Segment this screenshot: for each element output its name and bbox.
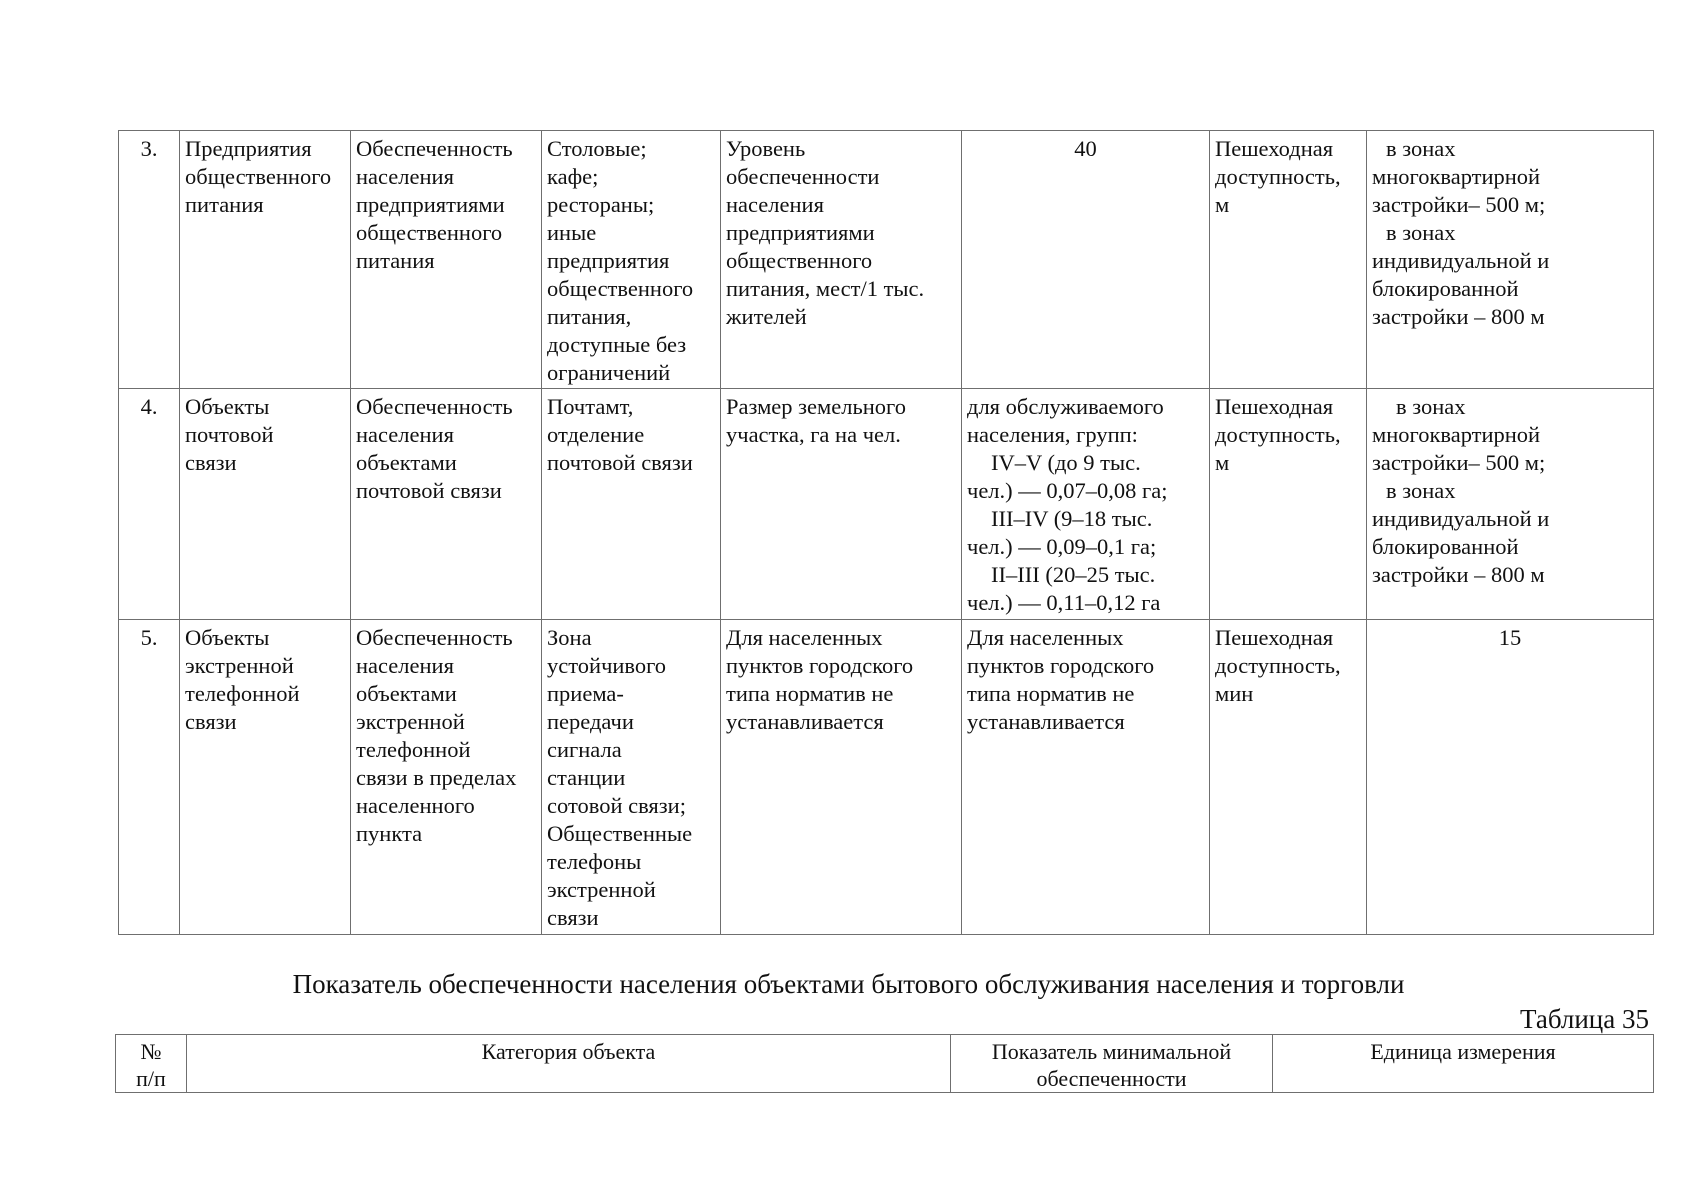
objects-cell: Почтамт, отделение почтовой связи [542, 389, 721, 620]
section-title: Показатель обеспеченности населения объектами бытового обслуживания населения и торговли [292, 969, 1405, 999]
row-number: 4. [119, 389, 180, 620]
table-header-row [116, 1035, 1654, 1093]
norms-table [118, 130, 1654, 935]
table-35 [115, 1034, 1654, 1093]
indicator-cell: Обеспеченность населения объектами почтовой связи [351, 389, 542, 620]
access-cell: Пешеходная доступность, мин [1210, 620, 1367, 935]
indicator-cell: Обеспеченность населения предприятиями общественного питания [351, 131, 542, 389]
object-category-cell: Предприятия общественного питания [180, 131, 351, 389]
header-indicator: Показатель минимальной обеспеченности [951, 1035, 1273, 1093]
value-cell: для обслуживаемого населения, групп: IV–V (до 9 тыс. чел.) — 0,07–0,08 га; III–IV (9–18 тыс. чел.) — 0,09–0,1 га; II–III (20–25 тыс. чел.) — 0,11–0,12 га [962, 389, 1210, 620]
object-category-cell: Объекты почтовой связи [180, 389, 351, 620]
access-value-cell: в зонах многоквартирной застройки– 500 м; в зонах индивидуальной и блокированной застройки – 800 м [1367, 389, 1654, 620]
header-number: № п/п [116, 1035, 187, 1093]
table-label: Таблица 35 [1520, 1004, 1649, 1034]
row-number: 3. [119, 131, 180, 389]
metric-cell: Уровень обеспеченности населения предприятиями общественного питания, мест/1 тыс. жителей [721, 131, 962, 389]
value-cell: 40 [962, 131, 1210, 389]
metric-cell: Размер земельного участка, га на чел. [721, 389, 962, 620]
header-unit: Единица измерения [1273, 1035, 1654, 1093]
row-number: 5. [119, 620, 180, 935]
value-cell: Для населенных пунктов городского типа норматив не устанавливается [962, 620, 1210, 935]
header-category: Категория объекта [187, 1035, 951, 1093]
table-row [119, 620, 1654, 935]
objects-cell: Зона устойчивого приема- передачи сигнала станции сотовой связи; Общественные телефоны экстренной связи [542, 620, 721, 935]
access-cell: Пешеходная доступность, м [1210, 389, 1367, 620]
object-category-cell: Объекты экстренной телефонной связи [180, 620, 351, 935]
table-row [119, 131, 1654, 389]
table-row [119, 389, 1654, 620]
metric-cell: Для населенных пунктов городского типа норматив не устанавливается [721, 620, 962, 935]
access-cell: Пешеходная доступность, м [1210, 131, 1367, 389]
access-value-cell: 15 [1367, 620, 1654, 935]
indicator-cell: Обеспеченность населения объектами экстренной телефонной связи в пределах населенного пункта [351, 620, 542, 935]
access-value-cell: в зонах многоквартирной застройки– 500 м; в зонах индивидуальной и блокированной застройки – 800 м [1367, 131, 1654, 389]
objects-cell: Столовые; кафе; рестораны; иные предприятия общественного питания, доступные без ограничений [542, 131, 721, 389]
